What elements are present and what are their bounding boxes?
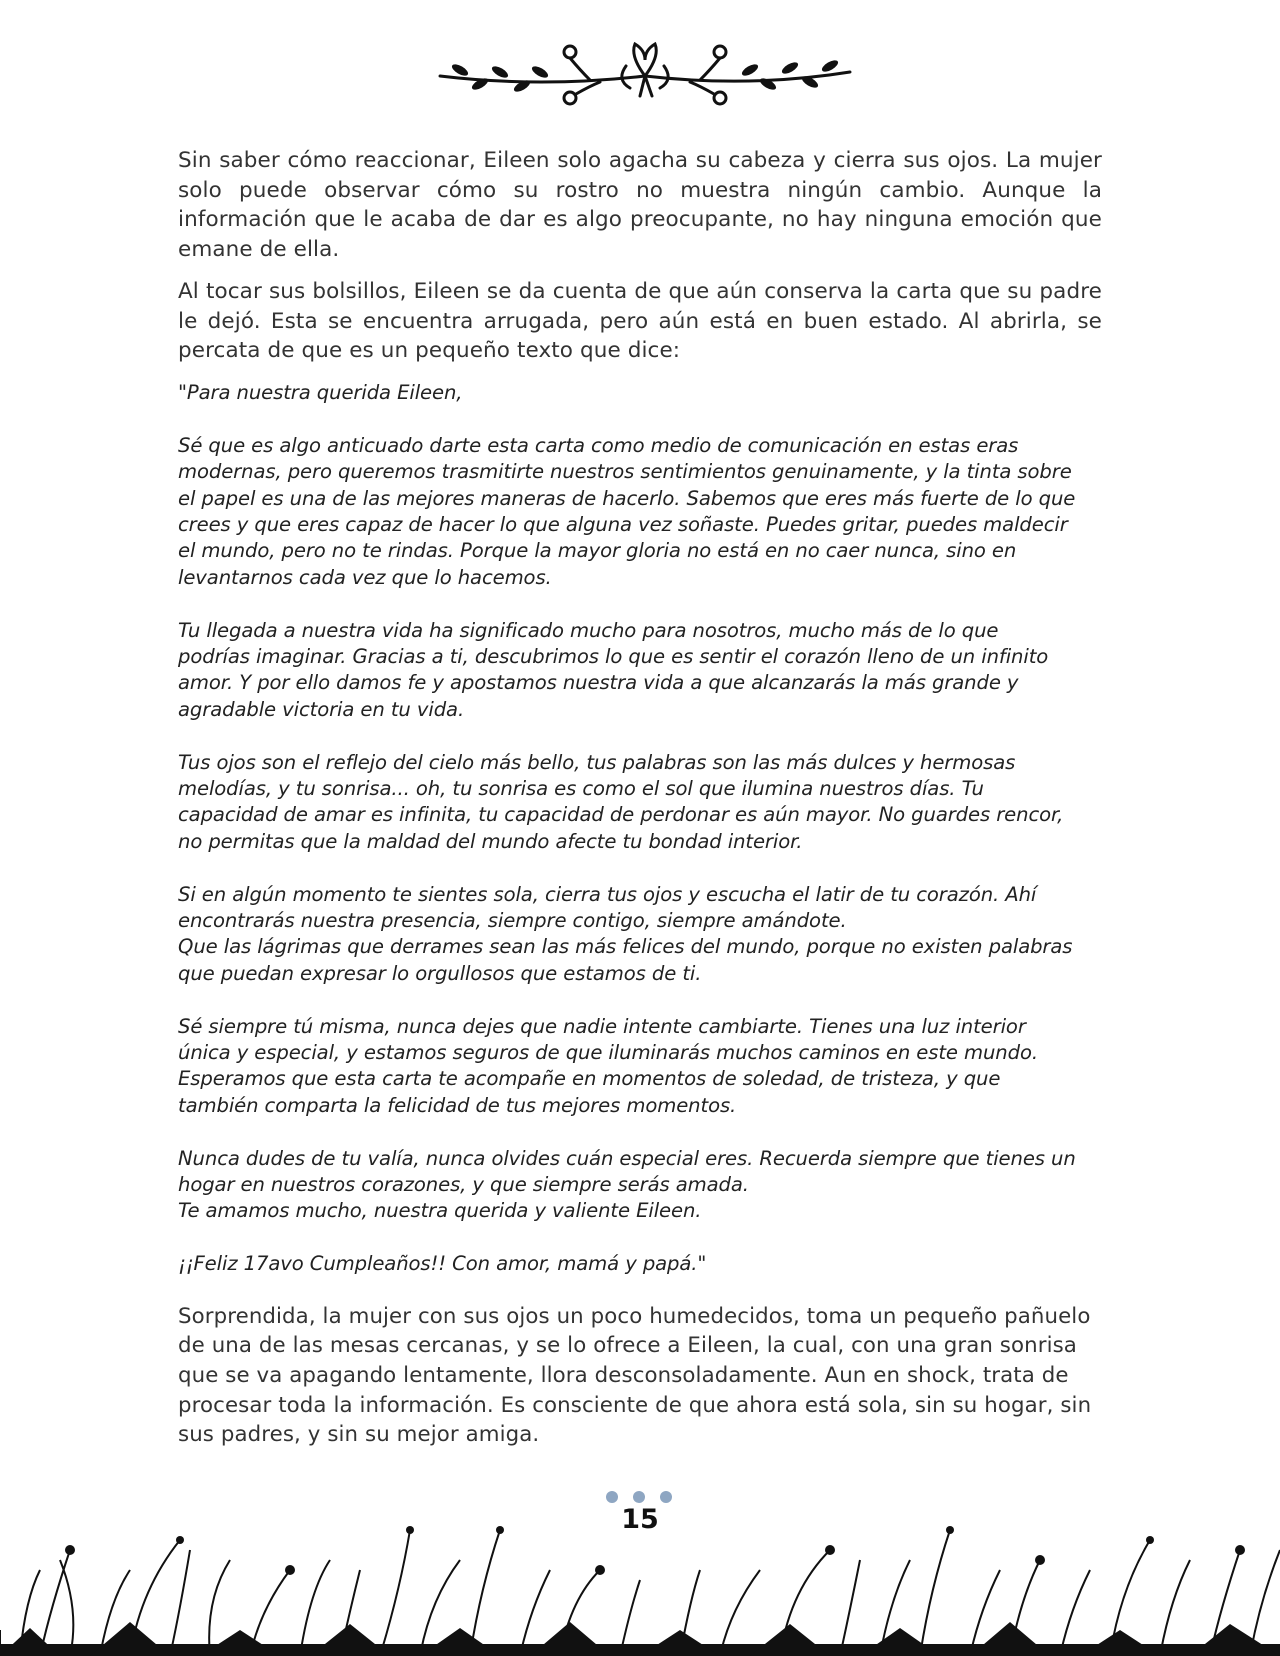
letter-spacer: [178, 591, 1102, 617]
page-dots-icon: [602, 1490, 682, 1504]
letter-spacer: [178, 987, 1102, 1013]
letter-line: amor. Y por ello damos fe y apostamos nuestra vida a que alcanzarás la más grande y: [178, 671, 1019, 695]
letter-line: encontrarás nuestra presencia, siempre contigo, siempre amándote.: [178, 908, 847, 932]
meadow-silhouette-icon: [0, 1510, 1280, 1656]
letter-line: capacidad de amar es infinita, tu capacidad de perdonar es aún mayor. No guardes rencor,: [178, 803, 1064, 827]
letter-line: Te amamos mucho, nuestra querida y valiente Eileen.: [178, 1199, 702, 1223]
letter-line: Sé siempre tú misma, nunca dejes que nadie intente cambiarte. Tienes una luz interior: [178, 1014, 1026, 1038]
letter-line: Sé que es algo anticuado darte esta carta como medio de comunicación en estas eras: [178, 433, 1019, 457]
letter-line: Tu llegada a nuestra vida ha significado mucho para nosotros, mucho más de lo que: [178, 618, 999, 642]
narrative-paragraph-1: Sin saber cómo reaccionar, Eileen solo agacha su cabeza y cierra sus ojos. La mujer solo puede observar cómo su rostro no muestra ningún cambio. Aunque la información que le acaba de dar es algo preocupante, no hay ninguna emoción que emane de ella.: [178, 148, 1102, 263]
letter-line: Si en algún momento te sientes sola, cierra tus ojos y escucha el latir de tu corazón. Ahí: [178, 882, 1037, 906]
narrative-paragraph-3: Sorprendida, la mujer con sus ojos un poco humedecidos, toma un pequeño pañuelo de una de las mesas cercanas, y se lo ofrece a Eileen, la cual, con una gran sonrisa que se va apagando lentamente, llora desconsoladamente. Aun en shock, trata de procesar toda la información. Es consciente de que ahora está sola, sin su hogar, sin sus padres, y sin su mejor amiga.: [178, 1303, 1092, 1448]
narrative-paragraph-2: Al tocar sus bolsillos, Eileen se da cuenta de que aún conserva la carta que su padre le dejó. Esta se encuentra arrugada, pero aún está en buen estado. Al abrirla, se percata de que es un pequeño texto que dice:: [178, 278, 1102, 364]
floral-ornament-icon: [430, 36, 860, 116]
letter-line: el mundo, pero no te rindas. Porque la mayor gloria no está en no caer nunca, sino en: [178, 539, 1017, 563]
letter-line: Tus ojos son el reflejo del cielo más bello, tus palabras son las más dulces y hermosas: [178, 750, 1016, 774]
letter-line: melodías, y tu sonrisa... oh, tu sonrisa es como el sol que ilumina nuestros días. Tu: [178, 776, 984, 800]
letter-text: [178, 380, 1102, 1278]
letter-line: modernas, pero queremos trasmitirte nuestros sentimientos genuinamente, y la tinta sobre: [178, 460, 1072, 484]
letter-line: levantarnos cada vez que lo hacemos.: [178, 565, 552, 589]
letter-spacer: [178, 1225, 1102, 1251]
letter-line: agradable victoria en tu vida.: [178, 697, 465, 721]
letter-greeting: "Para nuestra querida Eileen,: [178, 380, 463, 404]
letter-spacer: [178, 855, 1102, 881]
letter-line: podrías imaginar. Gracias a ti, descubrimos lo que es sentir el corazón lleno de un infinito: [178, 644, 1049, 668]
letter-line: crees y que eres capaz de hacer lo que alguna vez soñaste. Puedes gritar, puedes maldecir: [178, 512, 1068, 536]
letter-line: Que las lágrimas que derrames sean las más felices del mundo, porque no existen palabras: [178, 935, 1073, 959]
letter-line: Esperamos que esta carta te acompañe en momentos de soledad, de tristeza, y que: [178, 1067, 1001, 1091]
page-body: [178, 146, 1102, 1462]
letter-line: el papel es una de las mejores maneras de hacerlo. Sabemos que eres más fuerte de lo que: [178, 486, 1076, 510]
letter-line: hogar en nuestros corazones, y que siempre serás amada.: [178, 1173, 749, 1197]
page-number: 15: [621, 1504, 659, 1535]
letter-line: única y especial, y estamos seguros de que iluminarás muchos caminos en este mundo.: [178, 1041, 1038, 1064]
letter-line: que puedan expresar lo orgullosos que estamos de ti.: [178, 961, 702, 985]
letter-closing: ¡¡Feliz 17avo Cumpleaños!! Con amor, mamá y papá.": [178, 1252, 707, 1276]
letter-line: Nunca dudes de tu valía, nunca olvides cuán especial eres. Recuerda siempre que tienes un: [178, 1146, 1076, 1170]
letter-spacer: [178, 723, 1102, 749]
letter-line: también comparta la felicidad de tus mejores momentos.: [178, 1093, 737, 1117]
letter-line: no permitas que la maldad del mundo afecte tu bondad interior.: [178, 829, 803, 853]
letter-spacer: [178, 1119, 1102, 1145]
letter-spacer: [178, 406, 1102, 432]
